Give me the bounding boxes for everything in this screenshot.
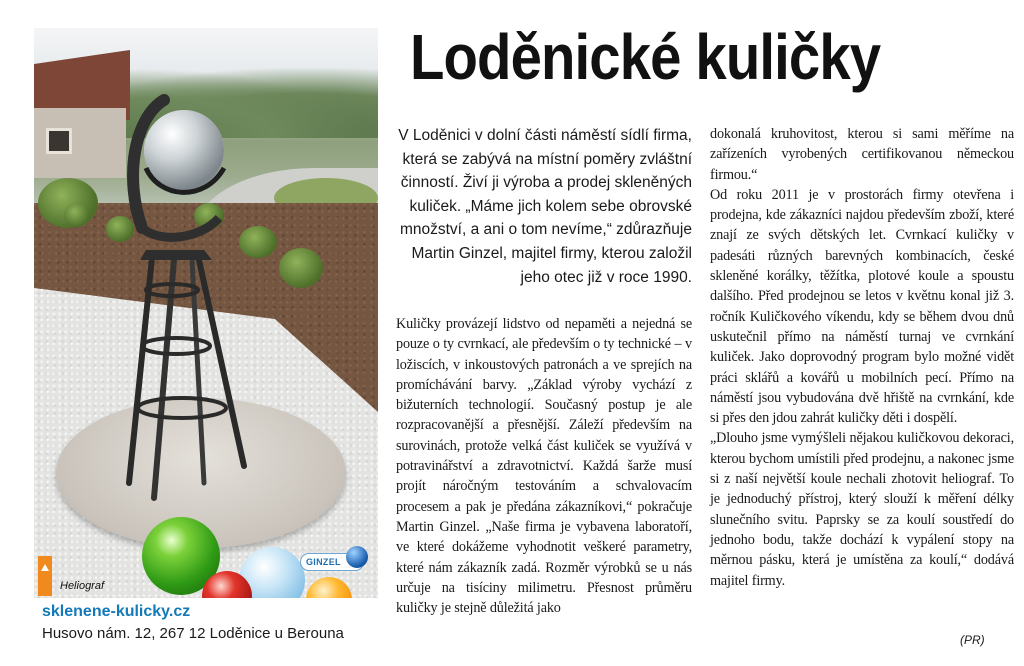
website-link[interactable]: sklenene-kulicky.cz bbox=[42, 603, 191, 620]
article-title: Loděnické kuličky bbox=[410, 21, 881, 93]
article-paragraph: Kuličky provázejí lidstvo od nepaměti a nejedná se pouze o ty cvrnkací, ale především o ty technické – v ložiscích, v inkoustových patronách a ve sprejích na promíchávání barvy. „Základ výroby vychází z bižuterních technologií. Současný postup je ale rozpracovanější a přesnější. Záleží především na surovinách, protože velká část kuliček se využívá v potravinářství a zdravotnictví. Každá šarže musí projít náročným testováním a schvalovacím procesem a pak je předána zákazníkovi,“ pokračuje Martin Ginzel. „Naše firma je vybavena laboratoří, ve které dokážeme vyhodnotit veškeré parametry, které nám zákazník zadá. Rozměr výrobků se u nás určuje na tisíciny milimetru. Přesnost průměru kuličky je stejně důležitá jako bbox=[396, 316, 692, 617]
caption-marker-icon bbox=[38, 556, 52, 596]
article-paragraph: Od roku 2011 je v prostorách firmy otevřena i prodejna, kde zákazníci najdou především zboží, které znají ze svých dětských let. Cvrnkací kuličky v padesáti různých barevných kombinacích, české skleněné korálky, těžítka, plotové koule a spoustu dalšího. Před prodejnou se letos v květnu konal již 3. ročník Kuličkového víkendu, kdy se během dvou dnů uskutečnil přímo na náměstí turnaj ve cvrnkání kuliček. Jako doprovodný program bylo možné vidět práci sklářů a kovářů u mobilních pecí. Přímo na náměstí jsou vybudována dvě hřiště na cvrnkání, kde si přes den jdou zahrát kuličky děti i dospělí. bbox=[710, 186, 1014, 427]
company-address: Husovo nám. 12, 267 12 Loděnice u Berouna bbox=[42, 625, 344, 642]
article-lead: V Loděnici v dolní části náměstí sídlí firma, která se zabývá na místní poměry zvláštní činností. Živí ji výroba a prodej skleněných kuliček. „Máme jich kolem sebe obrovské množství, a ani o tom nevíme,“ zdůrazňuje Martin Ginzel, majitel firmy, kterou založil jeho otec již v roce 1990. bbox=[398, 127, 692, 286]
heliograph-photo bbox=[34, 28, 378, 598]
article-paragraph: „Dlouho jsme vymýšleli nějakou kuličkovou dekoraci, kterou bychom umístili před prodejnu, a nakonec jsme si z naší největší koule nechali zhotovit heliograf. To je jednoduchý přístroj, který slouží k měření délky slunečního svitu. Paprsky se za koulí soustředí do jednoho bodu, takže dochází k vypálení stopy na měrnou pásku, která je umístěna za koulí,“ dodává majitel firmy. bbox=[710, 430, 1014, 589]
article-paragraph: dokonalá kruhovitost, kterou si sami měříme na zařízeních vyrobených certifikovanou německou firmou.“ bbox=[710, 126, 1014, 183]
photo-caption: Heliograf bbox=[60, 580, 105, 592]
article-body-column-right bbox=[710, 124, 1014, 591]
heliograph-icon bbox=[34, 28, 378, 598]
ginzel-logo-ball-icon bbox=[346, 546, 368, 568]
article-signature: (PR) bbox=[960, 633, 985, 647]
article-body-column-left bbox=[396, 314, 692, 618]
ginzel-logo: GINZEL bbox=[300, 553, 364, 571]
